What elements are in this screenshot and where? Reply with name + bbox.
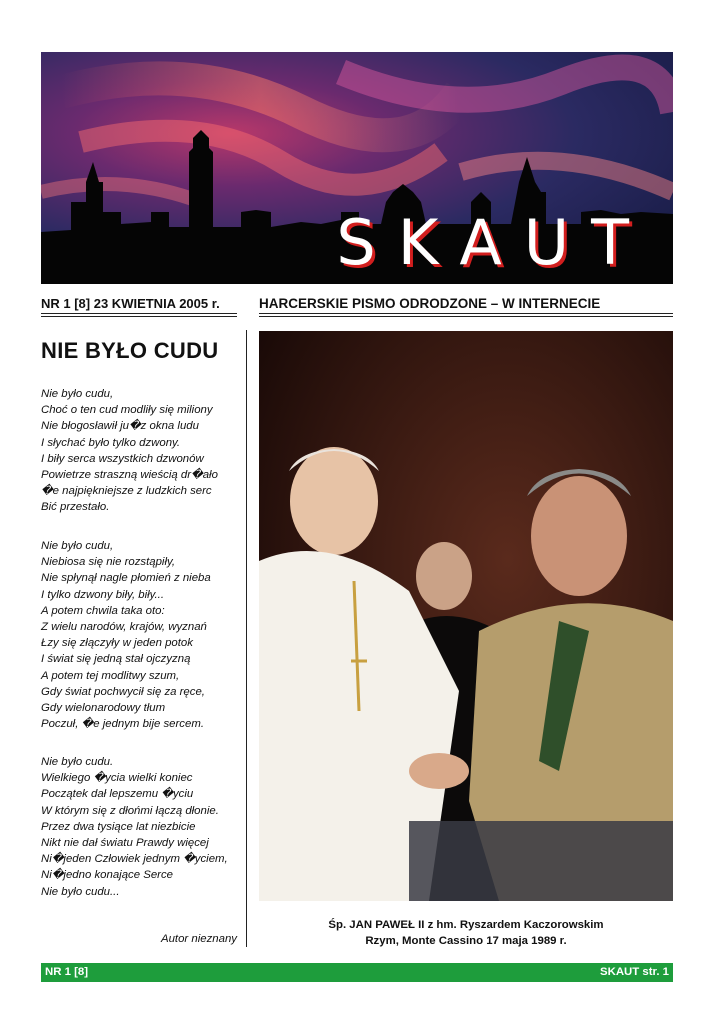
photo-caption-line-2: Rzym, Monte Cassino 17 maja 1989 r. — [365, 935, 567, 947]
issue-underline — [41, 313, 237, 317]
poem-author: Autor nieznany — [161, 933, 237, 945]
poem-line: Poczuł, �e jednym bije sercem. — [41, 718, 204, 731]
footer-page: SKAUT str. 1 — [600, 966, 669, 978]
poem-line: Nie błogosławił ju�z okna ludu — [41, 420, 199, 433]
poem-line: Z wielu narodów, krajów, wyznań — [41, 621, 207, 634]
poem-line: W którym się z dłońmi łączą dłonie. — [41, 804, 219, 817]
poem-stanza-1 — [41, 386, 241, 516]
poem-line: Nie było cudu, — [41, 540, 114, 552]
poem-line: Choć o ten cud modliły się miliony — [41, 404, 213, 417]
poem-line: Nikt nie dał światu Prawdy więcej — [41, 837, 209, 850]
masthead-image — [41, 52, 673, 284]
article-headline: NIE BYŁO CUDU — [41, 338, 219, 363]
poem-line: Wielkiego �ycia wielki koniec — [41, 772, 193, 785]
tagline-underline — [259, 313, 673, 317]
poem-line: A potem tej modlitwy szum, — [41, 669, 180, 682]
poem-line: Powietrze straszną wieścią dr�ało — [41, 469, 218, 482]
poem-stanza-3 — [41, 754, 241, 900]
poem-line: Niebiosa się nie rozstąpiły, — [41, 556, 176, 569]
poem-line: I tylko dzwony biły, biły... — [41, 588, 165, 601]
footer-issue: NR 1 [8] — [45, 966, 89, 978]
photo-illustration — [259, 331, 673, 901]
issue-number: NR 1 [8] 23 KWIETNIA 2005 r. — [41, 296, 220, 311]
poem-line: I słychać było tylko dzwony. — [41, 436, 181, 449]
poem-line: Łzy się złączyły w jeden potok — [41, 637, 193, 650]
footer-bar — [41, 963, 673, 982]
poem-line: Bić przestało. — [41, 501, 110, 514]
photo — [259, 331, 673, 901]
poem-line: Nie było cudu... — [41, 885, 120, 898]
poem-line: I świat się jedną stał ojczyzną — [41, 653, 191, 666]
poem-stanza-2 — [41, 538, 241, 732]
poem-line: Początek dał lepszemu �yciu — [41, 788, 194, 801]
masthead-title: SKAUT — [336, 206, 651, 279]
poem-line: Gdy świat pochwycił się za ręce, — [41, 685, 205, 698]
poem-line: Nie było cudu, — [41, 388, 114, 400]
poem-line: Ni�jedno konające Serce — [41, 869, 173, 882]
poem-line: I biły serca wszystkich dzwonów — [41, 452, 204, 465]
poem-line: Ni�jeden Człowiek jednym �yciem, — [41, 853, 228, 866]
poem-line: Nie było cudu. — [41, 756, 114, 768]
column-divider — [246, 330, 247, 947]
poem-line: Nie spłynął nagle płomień z nieba — [41, 572, 211, 585]
poem-line: Przez dwa tysiące lat niezbicie — [41, 820, 196, 833]
poem-line: A potem chwila taka oto: — [41, 604, 165, 617]
poem-line: Gdy wielonarodowy tłum — [41, 702, 166, 715]
photo-caption-line-1: Śp. JAN PAWEŁ II z hm. Ryszardem Kaczorowskim — [328, 919, 604, 931]
poem-line: �e najpiękniejsze z ludzkich serc — [41, 485, 212, 498]
tagline: HARCERSKIE PISMO ODRODZONE – W INTERNECIE — [259, 296, 601, 311]
